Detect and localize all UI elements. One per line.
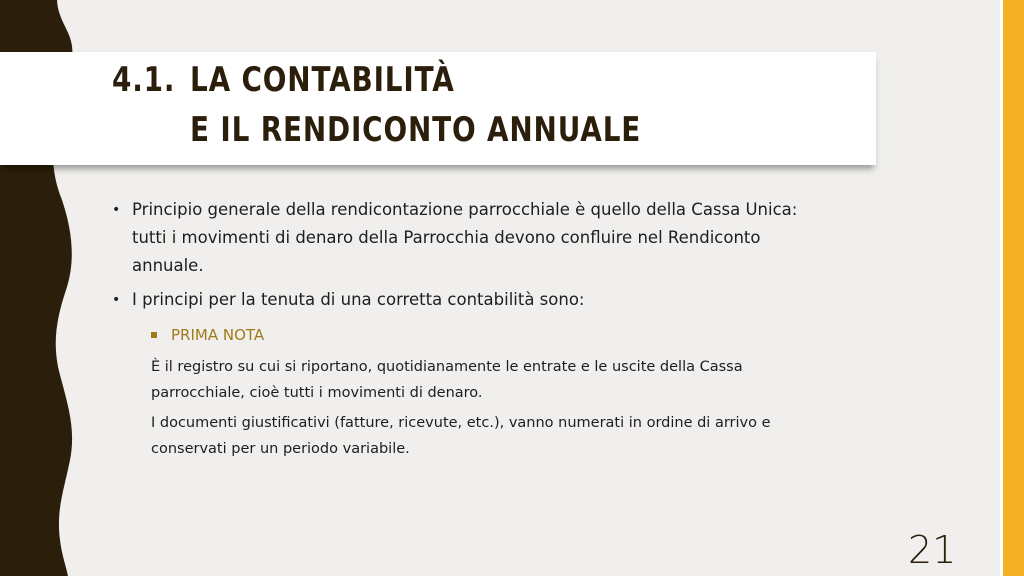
title-line-2: E IL RENDICONTO ANNUALE <box>190 110 642 150</box>
bullet-dot: • <box>112 202 121 218</box>
right-accent-strip <box>1000 0 1024 576</box>
bullet-dot: • <box>112 292 121 308</box>
page-number: 21 <box>908 528 957 572</box>
sub-bullet-prima-nota <box>151 324 832 346</box>
section-number: 4.1. <box>112 60 176 100</box>
bullet-text: Principio generale della rendicontazione parrocchiale è quello della Cassa Unica: tutti i movimenti di denaro della Parrocchia devono confluire nel Rendiconto annuale. <box>132 200 798 275</box>
title-line-1: LA CONTABILITÀ <box>190 60 455 100</box>
subheading-text: PRIMA NOTA <box>171 326 265 344</box>
paragraph: È il registro su cui si riportano, quotidianamente le entrate e le uscite della Cassa parrocchiale, cioè tutti i movimenti di denaro. <box>151 359 743 401</box>
slide-body <box>112 196 832 462</box>
bullet-item <box>112 286 832 314</box>
paragraph: I documenti giustificativi (fatture, ricevute, etc.), vanno numerati in ordine di arrivo e conservati per un periodo variabile. <box>151 415 771 457</box>
square-bullet-icon <box>151 332 157 338</box>
title-box <box>0 52 876 165</box>
bullet-item <box>112 196 832 280</box>
bullet-text: I principi per la tenuta di una corretta contabilità sono: <box>132 290 585 309</box>
gold-accent-bar <box>1003 0 1024 576</box>
